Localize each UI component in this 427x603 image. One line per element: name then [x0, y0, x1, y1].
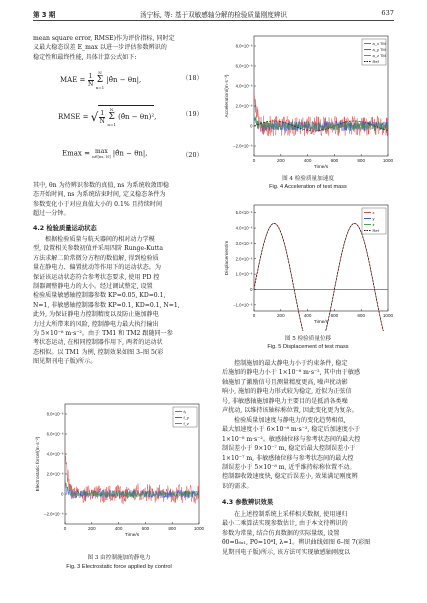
- x-tick-label: 800: [357, 313, 366, 318]
- text-line: 参数变化小于对应真值大小的 0.1% 且持续时间: [33, 200, 163, 208]
- y-axis-label: Acceleration/(m·s⁻²): [225, 74, 230, 118]
- x-tick-label: 400: [114, 526, 123, 531]
- x-axis-label: Time/s: [313, 165, 329, 170]
- text-line: 根据检验质量与航天器间的相对动力学模: [45, 236, 155, 243]
- text-line: 稳定性和最终性能, 具体计算公式如下:: [33, 53, 137, 61]
- x-tick-label: 600: [141, 526, 150, 531]
- x-tick-label: 600: [330, 158, 339, 163]
- legend-entry: Ref: [372, 228, 379, 233]
- eq-fraction: [88, 73, 94, 88]
- y-tick-label: 4.0×10⁻⁸: [235, 83, 253, 89]
- x-tick-label: 0: [252, 313, 256, 318]
- section-heading-4-2: 4.2 检验质量运动状态: [33, 225, 97, 232]
- x-tick-label: 400: [303, 313, 312, 318]
- text-line: 见期刊电子版)所示, 该方法可实现敏感轴刚度以: [222, 548, 351, 556]
- text-line: 检验质量敏感轴控制器参数 KP=0.05, KD=0.1,: [33, 292, 166, 300]
- equation-number-20: （20）: [182, 151, 203, 159]
- text-line: 制误差小于 9×10⁻⁷ m, 稳定后最大控制误差小于: [222, 445, 356, 453]
- sum-top: N: [98, 70, 102, 75]
- x-axis-label: Time/s: [124, 533, 140, 538]
- equation-number-19: （19）: [182, 110, 203, 118]
- x-tick-label: 600: [330, 313, 339, 318]
- y-tick-label: −2.0×10⁻⁸: [233, 143, 253, 149]
- sum-sign: Σ: [108, 112, 115, 122]
- eq-body: |θ̂n − θn|: [106, 76, 139, 84]
- frac-den: N: [87, 80, 94, 88]
- text-line: 轴施加了激励信号且测量精度更高, 噪声扰动影: [222, 378, 348, 386]
- text-line: 义最大稳态误差 E_max 以进一步评估参数辨识的: [33, 44, 167, 52]
- text-line: 最小二乘算法实现参数估计, 由于本文待辨识的: [222, 520, 348, 528]
- definition-paragraph: [33, 181, 205, 219]
- equation-19: [58, 105, 156, 128]
- text-line: 响小, 施加的静电力形式较为稳定, 近似为正弦信: [222, 388, 352, 396]
- y-tick-label: 8.0×10⁻⁸: [235, 43, 253, 49]
- text-line: 在上述控制系统上采样相关数据, 使用递归: [234, 511, 348, 518]
- x-tick-label: 1000: [382, 158, 394, 163]
- figure-5-chart: [222, 199, 394, 331]
- y-axis-label: Electrostatic force/(m·s⁻²): [36, 436, 41, 492]
- section-4-2-paragraph: [33, 235, 205, 367]
- y-tick-label: 6.0×10⁻⁸: [46, 431, 64, 437]
- figure-3-caption-en: Fig. 3 Electrostatic force applied by control: [66, 564, 172, 570]
- text-line: 为 5×10⁻⁸ m·s⁻²。由于 TM1 和 TM2 跟随同一参: [33, 330, 173, 338]
- sum-top: N: [109, 107, 114, 112]
- text-line: 声扰动, 以维持该轴标称位置, 因此变化更为复杂。: [222, 407, 358, 415]
- y-tick-label: 2.0×10⁻⁸: [235, 103, 253, 109]
- text-line: 保证该运动状态符合参考状态要求, 使用 PD 控: [33, 273, 160, 281]
- text-line: 1×10⁻⁷ m, 非敏感轴位移与参考状态间的最大控: [222, 454, 354, 462]
- header-rule: [33, 20, 394, 21]
- eq-sum: [107, 106, 115, 128]
- results-paragraph-2: [222, 416, 394, 491]
- x-tick-label: 0: [63, 526, 67, 531]
- sum-bottom: n=1: [95, 85, 105, 90]
- eq-tail: ,: [145, 149, 148, 158]
- y-tick-label: 6.0×10⁻⁸: [235, 63, 253, 69]
- x-tick-label: 400: [303, 158, 312, 163]
- x-tick-label: 200: [87, 526, 96, 531]
- text-line: θ̂0=0₆ₓ₁, P0=10⁸I, λ=1。辨识曲线如图 6–图 7(彩图: [222, 539, 371, 547]
- y-tick-label: 2.0×10⁻⁸: [46, 471, 64, 477]
- eq-lhs: Emax =: [62, 149, 90, 158]
- text-line: 力过大所带来的风险, 控制静电力最大执行输出: [33, 320, 159, 328]
- text-line: 号, 非敏感轴施加静电力主要目的是抵消各类噪: [222, 397, 348, 405]
- text-line: 图见期刊电子版)所示。: [33, 358, 97, 366]
- eq-lhs: MAE =: [60, 76, 86, 84]
- issue-label: 第 3 期: [33, 11, 56, 19]
- figure-3-caption-cn: 图 3 由控制施加的静电力: [87, 555, 151, 561]
- text-line: 方法求解二阶常微分方程的数值解, 得到检验质: [33, 254, 159, 262]
- sum-sign: Σ: [96, 75, 104, 85]
- legend-entry: fₓ: [183, 409, 186, 414]
- text-line: 此外, 为保证静电力控制精度以及防止施加静电: [33, 311, 159, 319]
- frac-num: 1: [88, 72, 93, 80]
- legend-entry: Ref: [372, 59, 379, 64]
- text-line: 参数为常量, 结合仿真数据的实际量级, 设置: [222, 529, 340, 537]
- text-line: 控制施加的最大静电力小于约束条件, 稳定: [234, 360, 348, 367]
- y-tick-label: 3.0×10⁻⁶: [235, 240, 253, 246]
- text-line: 量在静电力、偏置扰动等作用下的运动状态。为: [33, 264, 161, 272]
- x-axis-label: Time/s: [313, 320, 329, 325]
- text-line: 后施加的静电力小于 1×10⁻⁸ m·s⁻², 其中由于敏感: [222, 369, 361, 377]
- text-line: 态相似。以 TM1 为例, 控制效果如图 3–图 5(彩: [33, 348, 164, 356]
- legend-entry: f_y: [183, 415, 189, 420]
- figure-4-caption-cn: 图 4 检验质量加速度: [282, 176, 334, 182]
- eq-body: |θ̂n − θn|: [112, 149, 146, 158]
- section-heading-4-3: 4.3 参数辨识效果: [222, 499, 274, 506]
- text-line: 最大加速度小于 6×10⁻⁸ m·s⁻², 稳定后加速度小于: [222, 426, 361, 434]
- figure-5-caption-cn: 图 5 检验质量位移: [284, 336, 332, 342]
- text-line: 识的需求。: [222, 482, 253, 490]
- x-tick-label: 800: [168, 526, 177, 531]
- text-line: 考状态运动, 在相同控制器作用下, 两者的运动状: [33, 339, 163, 347]
- text-line: 检验质量加速度与静电力的变化趋势相似,: [234, 417, 346, 424]
- series-line-3: [254, 223, 388, 331]
- page-header: [0, 5, 427, 19]
- frac-num: 1: [100, 109, 105, 117]
- x-tick-label: 800: [357, 158, 366, 163]
- results-paragraph-1: [222, 359, 394, 415]
- x-tick-label: 1000: [382, 313, 394, 318]
- figure-4-chart: [222, 30, 394, 175]
- y-tick-label: 2.0×10⁻⁶: [235, 256, 253, 262]
- max-sub: n∈[ns, N]: [92, 154, 111, 159]
- legend-entry: a_z TM: [372, 53, 386, 58]
- series-line-0: [254, 223, 388, 331]
- eq-max: [92, 148, 110, 159]
- eq-tail: ,: [138, 76, 142, 84]
- y-tick-label: −2.0×10⁻⁸: [44, 511, 64, 517]
- figure-5-caption-en: Fig. 5 Displacement of test mass: [267, 344, 349, 350]
- eq-body: (θ̂n − θn)²: [118, 113, 155, 121]
- legend-entry: a_x TM: [372, 41, 386, 46]
- y-tick-label: 4.0×10⁻⁶: [235, 225, 253, 231]
- eq-fraction: [99, 110, 105, 125]
- y-tick-label: −1.0×10⁻⁶: [233, 302, 253, 308]
- text-line: 其中, θn 为待辨识参数的真值, ns 为系统收敛即稳: [33, 182, 169, 189]
- text-line: 态开始时间, ns 为系统结束时间, 定义稳态条件为: [33, 191, 166, 199]
- figure-3-chart: [33, 398, 205, 548]
- figure-4-caption-en: Fig. 4 Acceleration of test mass: [269, 184, 347, 190]
- legend-entry: z: [372, 222, 375, 227]
- y-tick-label: 1.0×10⁻⁶: [235, 271, 253, 277]
- text-line: N=1, 非敏感轴控制器参数 KP=0.1, KD=0.1, N=1,: [33, 301, 180, 309]
- equation-20: [62, 148, 148, 159]
- y-axis-label: Displacement/m: [225, 240, 230, 276]
- y-tick-label: 5.0×10⁻⁶: [235, 210, 253, 216]
- text-line: 型, 设置相关参数初值并采用四阶 Runge-Kutta: [33, 245, 164, 253]
- eq-lhs: RMSE =: [58, 113, 89, 121]
- sum-bottom: n=1: [107, 122, 116, 127]
- text-line: mean square error, RMSE)作为评价指标, 同时定: [33, 35, 175, 42]
- y-tick-label: 4.0×10⁻⁸: [46, 451, 64, 457]
- y-tick-label: 8.0×10⁻⁸: [46, 411, 64, 417]
- section-4-3-paragraph: [222, 510, 394, 557]
- intro-paragraph: [33, 34, 205, 62]
- legend-entry: y: [372, 216, 375, 221]
- legend-entry: f_z: [183, 421, 189, 426]
- sqrt-icon: √: [90, 110, 99, 124]
- text-line: 制器调整静电力的大小。经过调试整定, 设置: [33, 283, 153, 291]
- legend-entry: x: [372, 210, 375, 215]
- y-tick-label: 0: [250, 286, 253, 292]
- max-op: max: [95, 148, 108, 155]
- y-tick-label: 0: [250, 123, 253, 129]
- x-tick-label: 200: [276, 158, 285, 163]
- text-line: 1×10⁻⁸ m·s⁻²。敏感轴位移与参考状态间的最大控: [222, 435, 361, 443]
- equation-number-18: （18）: [182, 74, 203, 82]
- eq-sum: [96, 69, 104, 91]
- x-tick-label: 200: [276, 313, 285, 318]
- equation-18: [60, 69, 141, 91]
- text-line: 控制器收敛速度快, 稳定后误差小, 效果满足刚度辨: [222, 473, 358, 481]
- running-title: 汤宁标, 等: 基于双敏感轴分解的检验质量刚度辨识: [140, 11, 287, 19]
- x-tick-label: 0: [252, 158, 256, 163]
- eq-tail: ,: [154, 113, 157, 121]
- x-tick-label: 1000: [193, 526, 205, 531]
- legend-entry: a_y TM: [372, 47, 386, 52]
- text-line: 超过一分钟。: [33, 210, 70, 218]
- text-line: 制误差小于 5×10⁻⁸ m, 近乎维持标称位置不动。: [222, 464, 356, 472]
- frac-den: N: [99, 117, 105, 125]
- y-tick-label: 0: [61, 491, 64, 497]
- page-number: 637: [381, 9, 394, 17]
